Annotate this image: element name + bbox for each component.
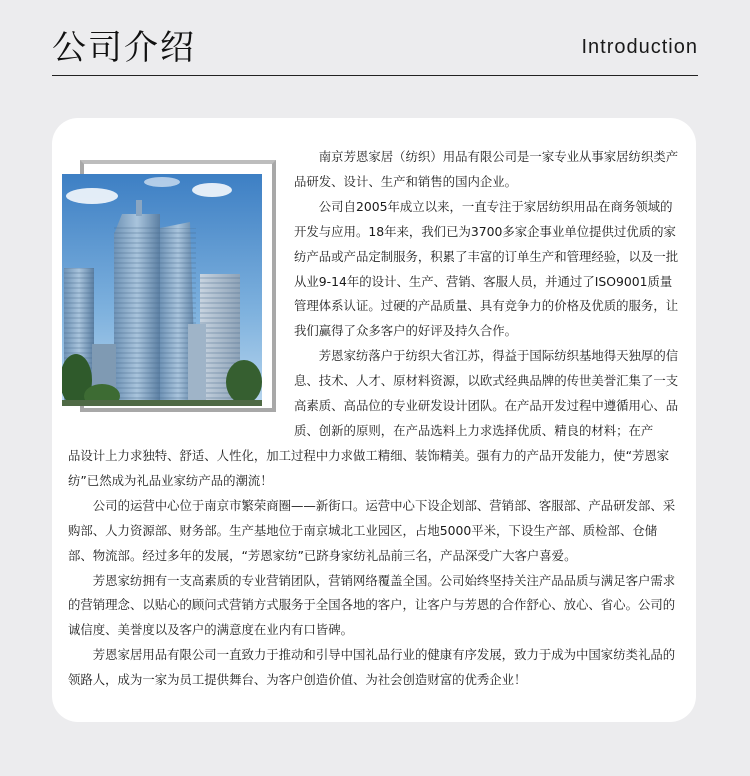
- intro-text-upper: [294, 145, 679, 444]
- company-building-photo: [62, 174, 262, 406]
- page-title: 公司介绍: [52, 28, 196, 68]
- paragraph-3: 芳恩家纺落户于纺织大省江苏，得益于国际纺织基地得天独厚的信息、技术、人才、原材料资源，以欧式经典品牌的传世美誉汇集了一支高素质、高品位的专业研发设计团队。在产品开发过程中遵循用心、品质、创新的原则，在产品选料上力求选择优质、精良的材料；在产: [294, 348, 679, 438]
- paragraph-6: 芳恩家居用品有限公司一直致力于推动和引导中国礼品行业的健康有序发展，致力于成为中国家纺类礼品的领路人，成为一家为员工提供舞台、为客户创造价值、为社会创造财富的优秀企业！: [68, 647, 676, 688]
- paragraph-4: 公司的运营中心位于南京市繁荣商圈——新街口。运营中心下设企划部、营销部、客服部、产品研发部、采购部、人力资源部、财务部。生产基地位于南京城北工业园区，占地5000平米，下设生产部、质检部、仓储部、物流部。经过多年的发展，“芳恩家纺”已跻身家纺礼品前三名，产品深受广大客户喜爱。: [68, 497, 676, 563]
- paragraph-1: 南京芳恩家居（纺织）用品有限公司是一家专业从事家居纺织类产品研发、设计、生产和销售的国内企业。: [294, 149, 679, 189]
- paragraph-5: 芳恩家纺拥有一支高素质的专业营销团队，营销网络覆盖全国。公司始终坚持关注产品品质与满足客户需求的营销理念、以贴心的顾问式营销方式服务于全国各地的客户，让客户与芳恩的合作舒心、放心、省心。公司的诚信度、美誉度以及客户的满意度在业内有口皆碑。: [68, 572, 676, 638]
- paragraph-3-continued: 品设计上力求独特、舒适、人性化，加工过程中力求做工精细、装饰精美。强有力的产品开发能力，使“芳恩家纺”已然成为礼品业家纺产品的潮流！: [68, 448, 670, 488]
- paragraph-2: 公司自2005年成立以来，一直专注于家居纺织用品在商务领域的开发与应用。18年来，我们已为3700多家企事业单位提供过优质的家纺产品或产品定制服务，积累了丰富的订单生产和管理经验，以及一批从业9-14年的设计、生产、营销、客服人员，并通过了ISO9001质量管理体系认证。过硬的产品质量、具有竞争力的价格及优质的服务，让我们赢得了众多客户的好评及持久合作。: [294, 198, 679, 339]
- header-divider: [52, 75, 698, 76]
- page-subtitle: Introduction: [581, 36, 698, 58]
- intro-text-lower: [68, 444, 680, 693]
